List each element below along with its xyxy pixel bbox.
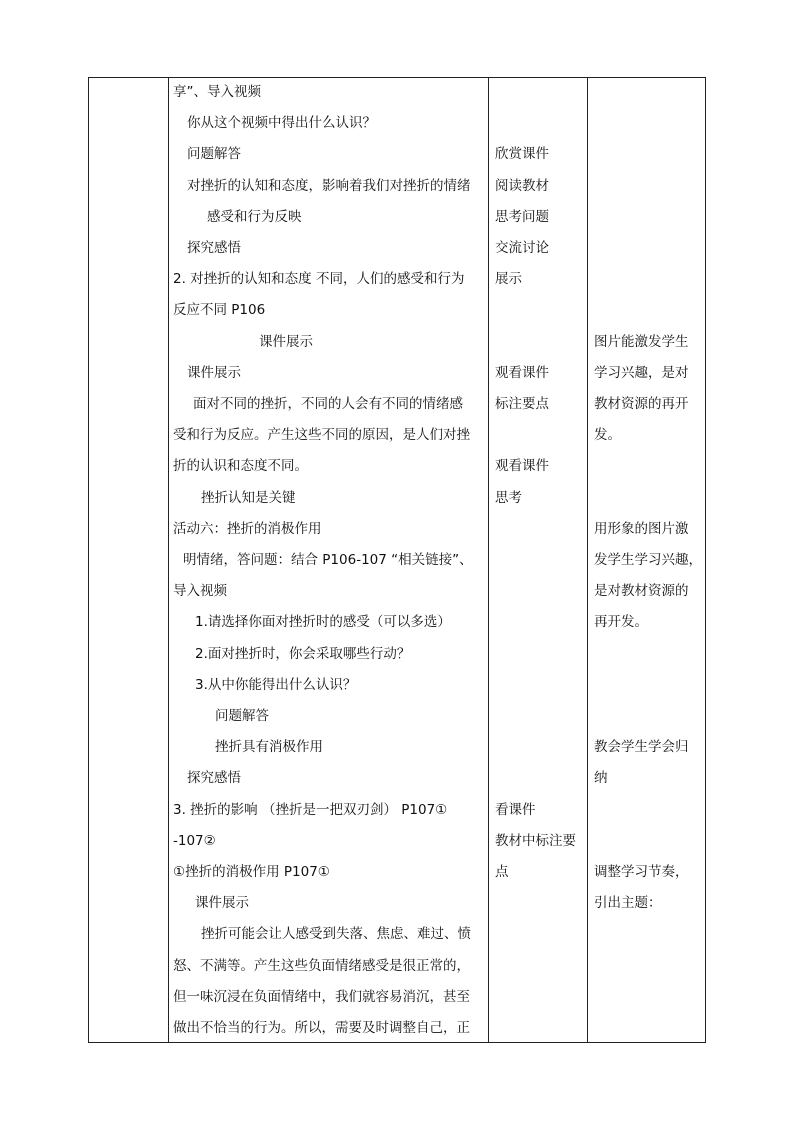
content-line: 探究感悟 — [187, 770, 241, 786]
content-line: 感受和行为反映 — [207, 209, 302, 225]
content-line: 面对不同的挫折，不同的人会有不同的情绪感 — [193, 396, 463, 412]
student-activity-line: 标注要点 — [495, 396, 549, 412]
design-intent-column — [588, 78, 706, 1044]
content-line: 受和行为反应。产生这些不同的原因，是人们对挫 — [173, 427, 470, 443]
content-line: 但一味沉浸在负面情绪中，我们就容易消沉，甚至 — [173, 989, 470, 1005]
content-line: 挫折具有消极作用 — [215, 739, 323, 755]
content-line: 课件展示 — [187, 365, 241, 381]
student-activity-line: 思考 — [495, 490, 522, 506]
content-line: 做出不恰当的行为。所以，需要及时调整自己，正 — [173, 1020, 470, 1036]
content-line: 课件展示 — [195, 895, 249, 911]
student-activity-line: 展示 — [495, 271, 522, 287]
student-activity-column — [489, 78, 587, 1044]
content-line: 怒、不满等。产生这些负面情绪感受是很正常的， — [173, 958, 470, 974]
content-line: 3.从中你能得出什么认识？ — [195, 677, 357, 693]
content-line: 反应不同 P106 — [173, 302, 266, 318]
lesson-plan-table — [88, 77, 706, 1043]
content-line: 探究感悟 — [187, 240, 241, 256]
design-intent-line: 学习兴趣，是对 — [594, 365, 689, 381]
design-intent-line: 教会学生学会归 — [594, 739, 689, 755]
content-line: 挫折可能会让人感受到失落、焦虑、难过、愤 — [201, 926, 471, 942]
design-intent-line: 图片能激发学生 — [594, 334, 689, 350]
student-activity-line: 阅读教材 — [495, 178, 549, 194]
content-line: 问题解答 — [187, 146, 241, 162]
student-activity-line: 教材中标注要 — [495, 833, 576, 849]
content-line: 你从这个视频中得出什么认识？ — [187, 115, 376, 131]
content-line: 问题解答 — [215, 708, 269, 724]
design-intent-line: 调整学习节奏， — [594, 864, 689, 880]
content-line: ①挫折的消极作用 P107① — [173, 864, 330, 880]
content-line: 2. 对挫折的认知和态度 不同，人们的感受和行为 — [173, 271, 465, 287]
content-line: 导入视频 — [173, 583, 227, 599]
design-intent-line: 教材资源的再开 — [594, 396, 689, 412]
content-line: 活动六：挫折的消极作用 — [173, 521, 322, 537]
design-intent-line: 是对教材资源的 — [594, 583, 689, 599]
student-activity-line: 观看课件 — [495, 365, 549, 381]
content-line: 1.请选择你面对挫折时的感受（可以多选） — [195, 614, 451, 630]
design-intent-line: 纳 — [594, 770, 608, 786]
student-activity-line: 看课件 — [495, 802, 536, 818]
content-line: 明情绪，答问题：结合 P106-107 “相关链接”、 — [183, 552, 473, 568]
design-intent-line: 用形象的图片激 — [594, 521, 689, 537]
student-activity-line: 思考问题 — [495, 209, 549, 225]
content-line: 课件展示 — [259, 334, 313, 350]
content-line: 享”、导入视频 — [173, 84, 261, 100]
design-intent-line: 引出主题： — [594, 895, 662, 911]
student-activity-line: 观看课件 — [495, 458, 549, 474]
content-line: 折的认识和态度不同。 — [173, 458, 308, 474]
content-line: 2.面对挫折时，你会采取哪些行动？ — [195, 646, 411, 662]
design-intent-line: 再开发。 — [594, 614, 648, 630]
content-line: 对挫折的认知和态度，影响着我们对挫折的情绪 — [187, 178, 471, 194]
content-line: 3. 挫折的影响 （挫折是一把双刃剑） P107① — [173, 802, 448, 818]
design-intent-line: 发。 — [594, 427, 621, 443]
design-intent-line: 发学生学习兴趣， — [594, 552, 702, 568]
teaching-content-column — [169, 78, 488, 1044]
content-line: 挫折认知是关键 — [201, 490, 296, 506]
student-activity-line: 交流讨论 — [495, 240, 549, 256]
content-line: -107② — [173, 833, 216, 849]
student-activity-line: 欣赏课件 — [495, 146, 549, 162]
student-activity-line: 点 — [495, 864, 509, 880]
